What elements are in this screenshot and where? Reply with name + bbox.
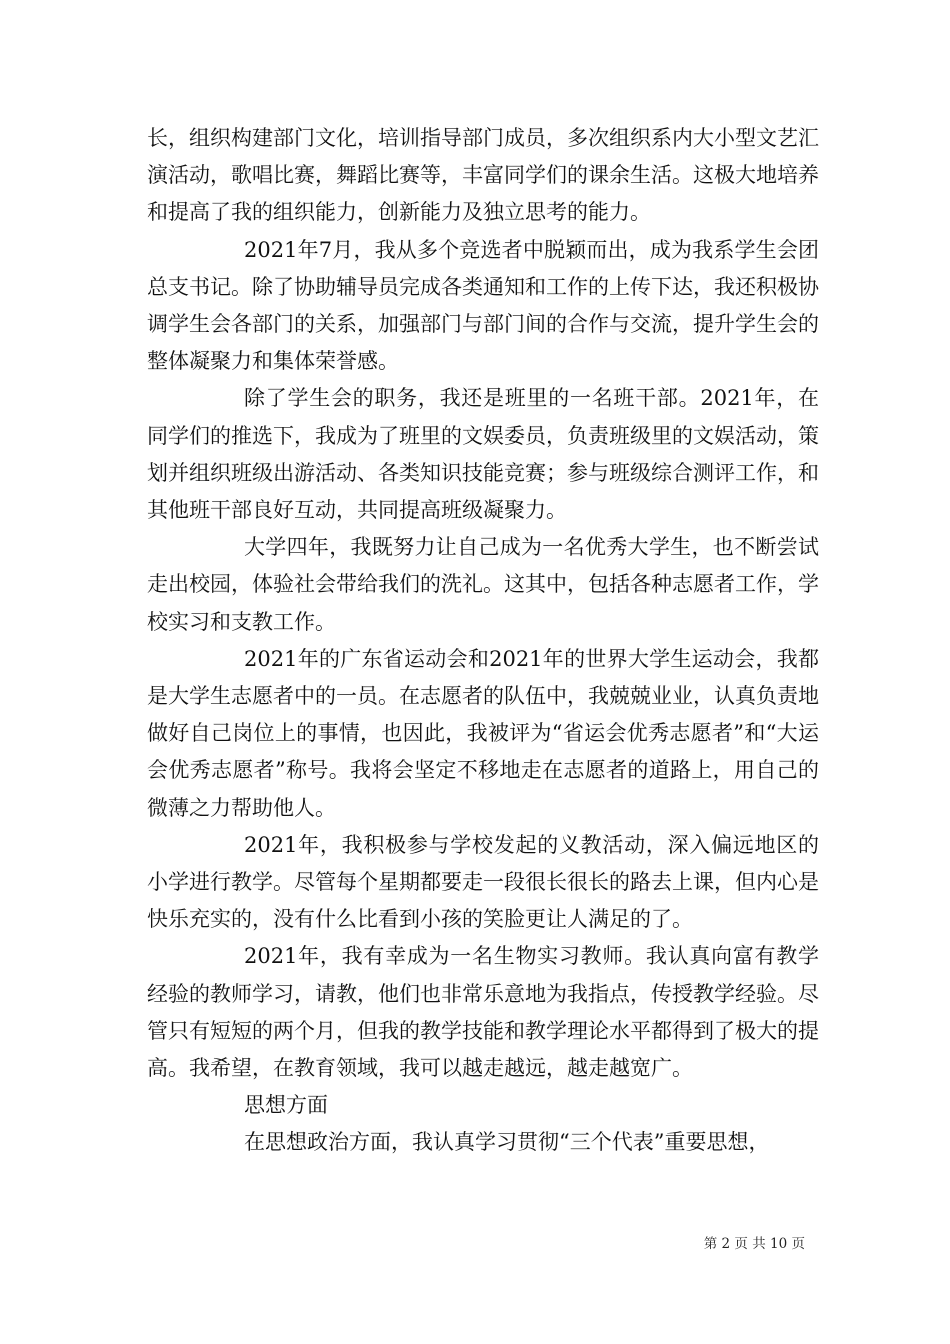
section-heading: 思想方面 bbox=[244, 1093, 328, 1118]
page-number-footer: 第 2 页 共 10 页 bbox=[703, 1236, 805, 1252]
paragraph-social-practice: 大学四年，我既努力让自己成为一名优秀大学生，也不断尝试走出校园，体验社会带给我们的洗礼。这其中，包括各种志愿者工作，学校实习和支教工作。 bbox=[147, 535, 819, 634]
paragraph-teaching-support: 2021年，我积极参与学校发起的义教活动，深入偏远地区的小学进行教学。尽管每个星期都要走一段很长很长的路去上课，但内心是快乐充实的，没有什么比看到小孩的笑脸更让人满足的了。 bbox=[147, 832, 819, 932]
paragraph-student-union-secretary: 2021年7月，我从多个竞选者中脱颖而出，成为我系学生会团总支书记。除了协助辅导员完成各类通知和工作的上传下达，我还积极协调学生会各部门的关系，加强部门与部门间的合作与交流，提升学生会的整体凝聚力和集体荣誉感。 bbox=[147, 237, 819, 374]
paragraph-ideology: 在思想政治方面，我认真学习贯彻“三个代表”重要思想， bbox=[244, 1130, 770, 1155]
document-body bbox=[147, 120, 819, 1162]
paragraph-class-committee: 除了学生会的职务，我还是班里的一名班干部。2021年，在同学们的推选下，我成为了班里的文娱委员，负责班级里的文娱活动，策划并组织班级出游活动、各类知识技能竞赛；参与班级综合测评工作，和其他班干部良好互动，共同提高班级凝聚力。 bbox=[147, 386, 819, 523]
paragraph-continuation: 长，组织构建部门文化，培训指导部门成员，多次组织系内大小型文艺汇演活动，歌唱比赛，舞蹈比赛等，丰富同学们的课余生活。这极大地培养和提高了我的组织能力，创新能力及独立思考的能力。 bbox=[147, 126, 819, 225]
paragraph-internship: 2021年，我有幸成为一名生物实习教师。我认真向富有教学经验的教师学习，请教，他们也非常乐意地为我指点，传授教学经验。尽管只有短短的两个月，但我的教学技能和教学理论水平都得到了极大的提高。我希望，在教育领域，我可以越走越远，越走越宽广。 bbox=[147, 944, 819, 1081]
paragraph-volunteer: 2021年的广东省运动会和2021年的世界大学生运动会，我都是大学生志愿者中的一员。在志愿者的队伍中，我兢兢业业，认真负责地做好自己岗位上的事情，也因此，我被评为“省运会优秀志愿者”和“大运会优秀志愿者”称号。我将会坚定不移地走在志愿者的道路上，用自己的微薄之力帮助他人。 bbox=[147, 646, 819, 820]
